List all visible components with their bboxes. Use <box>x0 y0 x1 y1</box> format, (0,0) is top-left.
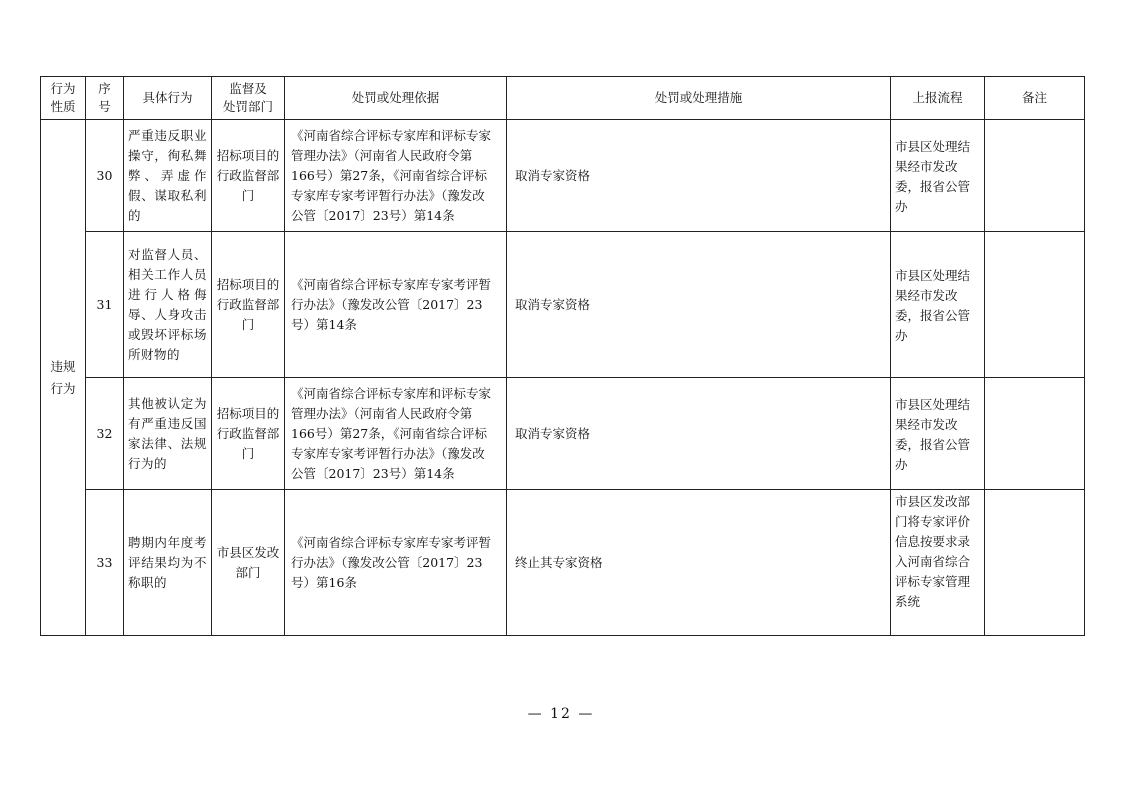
row-flow: 市县区处理结果经市发改委，报省公管办 <box>891 378 985 490</box>
row-behavior: 对监督人员、相关工作人员进行人格侮辱、人身攻击或毁坏评标场所财物的 <box>124 232 212 378</box>
header-measure: 处罚或处理措施 <box>507 77 891 120</box>
row-seq: 33 <box>86 490 124 636</box>
row-dept: 招标项目的行政监督部门 <box>212 232 285 378</box>
row-measure: 取消专家资格 <box>507 232 891 378</box>
row-dept: 市县区发改部门 <box>212 490 285 636</box>
row-dept: 招标项目的行政监督部门 <box>212 120 285 232</box>
table-header-row <box>41 77 1085 120</box>
row-flow: 市县区发改部门将专家评价信息按要求录入河南省综合评标专家管理系统 <box>891 490 985 636</box>
row-flow: 市县区处理结果经市发改委，报省公管办 <box>891 232 985 378</box>
header-behavior: 具体行为 <box>124 77 212 120</box>
header-note: 备注 <box>985 77 1085 120</box>
header-dept: 监督及 处罚部门 <box>212 77 285 120</box>
row-behavior: 其他被认定为有严重违反国家法律、法规行为的 <box>124 378 212 490</box>
row-measure: 终止其专家资格 <box>507 490 891 636</box>
category-cell: 违规 行为 <box>41 120 86 636</box>
row-note <box>985 232 1085 378</box>
page-number: — 12 — <box>527 706 595 722</box>
row-seq: 31 <box>86 232 124 378</box>
row-seq: 32 <box>86 378 124 490</box>
row-behavior: 严重违反职业操守，徇私舞弊、弄虚作假、谋取私利的 <box>124 120 212 232</box>
row-basis: 《河南省综合评标专家库和评标专家管理办法》（河南省人民政府令第166号）第27条，《河南省综合评标专家库专家考评暂行办法》（豫发改公管〔2017〕23号）第14条 <box>285 120 507 232</box>
row-flow: 市县区处理结果经市发改委，报省公管办 <box>891 120 985 232</box>
table-row <box>41 232 1085 378</box>
row-note <box>985 378 1085 490</box>
row-seq: 30 <box>86 120 124 232</box>
row-basis: 《河南省综合评标专家库和评标专家管理办法》（河南省人民政府令第166号）第27条，《河南省综合评标专家库专家考评暂行办法》（豫发改公管〔2017〕23号）第14条 <box>285 378 507 490</box>
row-measure: 取消专家资格 <box>507 378 891 490</box>
row-basis: 《河南省综合评标专家库专家考评暂行办法》（豫发改公管〔2017〕23号）第16条 <box>285 490 507 636</box>
table-row <box>41 120 1085 232</box>
regulation-table <box>40 76 1085 636</box>
row-note <box>985 120 1085 232</box>
table-row <box>41 490 1085 636</box>
row-measure: 取消专家资格 <box>507 120 891 232</box>
row-behavior: 聘期内年度考评结果均为不称职的 <box>124 490 212 636</box>
header-basis: 处罚或处理依据 <box>285 77 507 120</box>
table-row <box>41 378 1085 490</box>
row-note <box>985 490 1085 636</box>
header-seq: 序 号 <box>86 77 124 120</box>
header-flow: 上报流程 <box>891 77 985 120</box>
row-basis: 《河南省综合评标专家库专家考评暂行办法》（豫发改公管〔2017〕23号）第14条 <box>285 232 507 378</box>
row-dept: 招标项目的行政监督部门 <box>212 378 285 490</box>
header-nature: 行为 性质 <box>41 77 86 120</box>
